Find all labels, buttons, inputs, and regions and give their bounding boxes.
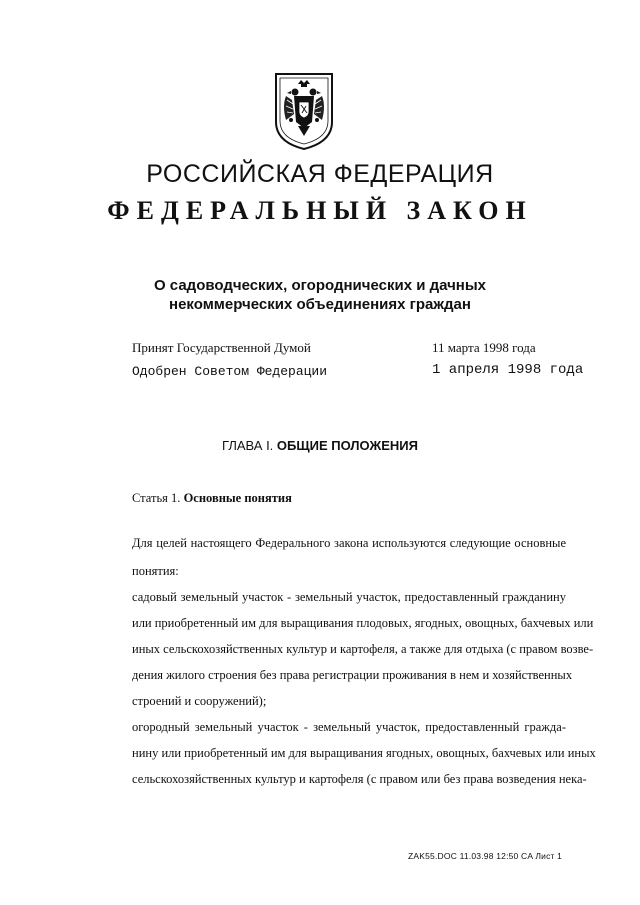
chapter-title: ОБЩИЕ ПОЛОЖЕНИЯ bbox=[276, 438, 418, 453]
body-line: садовый земельный участок - земельный участок, предоставленный гражданину bbox=[132, 590, 566, 604]
article-heading bbox=[132, 491, 292, 506]
adopted-by-label: Принят Государственной Думой bbox=[132, 340, 311, 355]
document-footer: ZAK55.DOC 11.03.98 12:50 CA Лист 1 bbox=[408, 851, 563, 861]
coat-of-arms-icon bbox=[272, 70, 336, 152]
body-line: иных сельскохозяйственных культур и картофеля, а также для отдыха (с правом возве- bbox=[132, 642, 594, 656]
body-line: огородный земельный участок - земельный участок, предоставленный гражда- bbox=[132, 720, 566, 734]
law-subject-line-1: О садоводческих, огороднических и дачных bbox=[153, 277, 487, 294]
article-title: Основные понятия bbox=[183, 491, 292, 505]
body-line: дения жилого строения без права регистрации проживания в нем и хозяйственных bbox=[132, 668, 573, 682]
approved-by-label: Одобрен Советом Федерации bbox=[132, 364, 328, 379]
body-line: или приобретенный им для выращивания плодовых, ягодных, овощных, бахчевых или bbox=[132, 616, 594, 630]
document-type-heading: ФЕДЕРАЛЬНЫЙ ЗАКОН bbox=[107, 196, 533, 225]
approved-date: 1 апреля 1998 года bbox=[432, 362, 584, 378]
law-subject-title bbox=[0, 276, 640, 314]
adopted-date: 11 марта 1998 года bbox=[432, 340, 536, 355]
chapter-heading bbox=[0, 438, 640, 453]
article-number: Статья 1. bbox=[132, 491, 181, 505]
chapter-number: ГЛАВА I. bbox=[222, 438, 274, 453]
body-line: сельскохозяйственных культур и картофеля (с правом или без права возведения нека- bbox=[132, 772, 587, 786]
law-subject-line-2: некоммерческих объединениях граждан bbox=[169, 296, 471, 313]
body-line: нину или приобретенный им для выращивания ягодных, овощных, бахчевых или иных bbox=[132, 746, 596, 760]
body-line: Для целей настоящего Федерального закона используются следующие основные bbox=[132, 536, 566, 550]
body-line: строений и сооружений); bbox=[132, 694, 267, 708]
body-line: понятия: bbox=[132, 564, 179, 578]
country-heading: РОССИЙСКАЯ ФЕДЕРАЦИЯ bbox=[146, 160, 494, 188]
